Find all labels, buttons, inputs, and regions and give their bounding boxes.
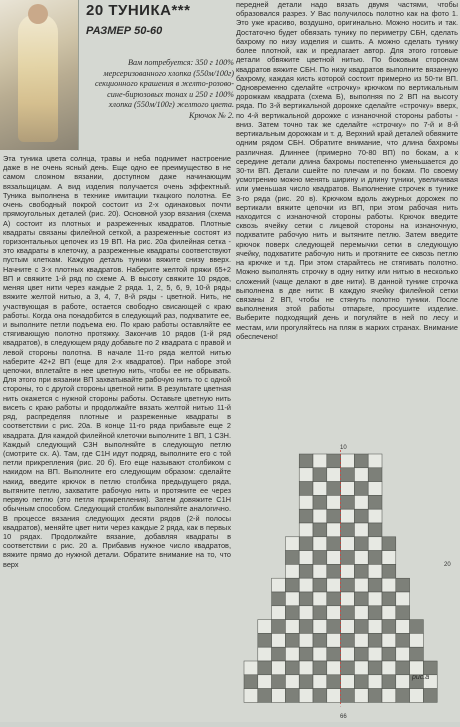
- pattern-square: [285, 564, 299, 578]
- pattern-square: [368, 482, 382, 496]
- pattern-square: [313, 647, 327, 661]
- pattern-square: [368, 578, 382, 592]
- pattern-square: [313, 495, 327, 509]
- pattern-square: [299, 509, 313, 523]
- pattern-square: [382, 592, 396, 606]
- pattern-square: [327, 592, 341, 606]
- pattern-square: [327, 578, 341, 592]
- pattern-square: [285, 620, 299, 634]
- pattern-square: [327, 551, 341, 565]
- diagram-bottom-number: 66: [340, 714, 347, 720]
- pattern-square: [327, 482, 341, 496]
- pattern-square: [272, 661, 286, 675]
- model-figure: [18, 14, 58, 142]
- pattern-square: [341, 468, 355, 482]
- materials-text: Вам потребуется: 350 г 100% мерсеризованного хлопка (550м/100г) секционного крашения в желто-розово-сине-бирюзовых тонах и 250 г 100% хлопка (550м/100г) желтого цвета. Крючок № 2.: [94, 58, 234, 120]
- pattern-square: [299, 620, 313, 634]
- pattern-square: [382, 675, 396, 689]
- pattern-square: [258, 661, 272, 675]
- pattern-square: [299, 495, 313, 509]
- pattern-square: [285, 661, 299, 675]
- pattern-square: [354, 537, 368, 551]
- title-block: [86, 2, 232, 37]
- pattern-square: [410, 661, 424, 675]
- size-label: РАЗМЕР 50-60: [86, 25, 163, 37]
- pattern-square: [285, 689, 299, 703]
- pattern-square: [327, 454, 341, 468]
- pattern-square: [354, 468, 368, 482]
- pattern-square: [341, 564, 355, 578]
- pattern-diagram: [236, 440, 458, 722]
- tunic-photo: [0, 0, 79, 150]
- pattern-square: [299, 675, 313, 689]
- pattern-square: [258, 620, 272, 634]
- pattern-square: [258, 633, 272, 647]
- pattern-square: [285, 551, 299, 565]
- pattern-square: [368, 689, 382, 703]
- pattern-square: [285, 647, 299, 661]
- diagram-top-number: 10: [340, 445, 347, 451]
- pattern-square: [354, 495, 368, 509]
- pattern-square: [299, 482, 313, 496]
- pattern-square: [313, 482, 327, 496]
- pattern-square: [368, 647, 382, 661]
- pattern-square: [341, 606, 355, 620]
- pattern-square: [354, 620, 368, 634]
- pattern-square: [272, 675, 286, 689]
- pattern-square: [354, 482, 368, 496]
- pattern-square: [341, 495, 355, 509]
- pattern-square: [354, 523, 368, 537]
- pattern-square: [423, 661, 437, 675]
- pattern-square: [382, 647, 396, 661]
- pattern-square: [368, 564, 382, 578]
- pattern-square: [396, 578, 410, 592]
- pattern-square: [272, 592, 286, 606]
- pattern-square: [341, 551, 355, 565]
- pattern-square: [354, 633, 368, 647]
- pattern-square: [327, 606, 341, 620]
- pattern-square: [396, 606, 410, 620]
- pattern-square: [313, 509, 327, 523]
- pattern-square: [354, 592, 368, 606]
- model-head: [28, 4, 48, 24]
- pattern-square: [354, 675, 368, 689]
- pattern-square: [382, 620, 396, 634]
- pattern-square: [299, 647, 313, 661]
- pattern-square: [299, 523, 313, 537]
- pattern-square: [327, 675, 341, 689]
- pattern-square: [285, 537, 299, 551]
- pattern-square: [341, 482, 355, 496]
- pattern-square: [313, 564, 327, 578]
- pattern-square: [313, 689, 327, 703]
- pattern-square: [341, 661, 355, 675]
- instructions-left-column: Эта туника цвета солнца, травы и неба поднимет настроение даже в не очень ясный день. Еще одно ее преимущество в не самом сложном вязании, доступном даже начинающим вязальщицам. А вид изделия получается очень эффектный. Туника выполнена в технике имитации ткацкого полотна. Ее очень свободный покрой состоит из 2-х одинаковых почти прямоугольных деталей (рис. 20). Основной узор вязания (схема А) состоит из плотных и разреженных квадратов. Плотные квадраты связаны филейной сеткой, а разреженные состоят из горизонтальных цепочек из 19 ВП. На рис. 20а филейная сетка - это квадраты в клеточку, а разреженные квадраты соответствуют пустым клеткам. Каждую деталь туники вяжите снизу вверх. Начните с 3-х плотных квадратов. Наберите желтой пряжи 65+2 ВП и свяжите 1-й ряд по схеме А. В высоту свяжите 10 рядов, меняя цвет нити через каждые 2 ряда. 1, 2, 5, 6, 9, 10-й ряды вяжите желтой нитью, а 3, 4, 7, 8-й ряды - цветной. Нить, не участвующая в работе, остается свободно свисающей с краю работы. Когда она понадобится в следующий раз, подхватите ее, и выполните петли подъема ею. По краю работы оставляйте ее стягивающую полотно протяжку. Закончив 10 рядов (1-й ряд квадратов), в следующем ряду добавьте по 2 квадрата с правой и левой стороны полотна. В начале 11-го ряда желтой нитью наберите 42+2 ВП (еще для 2-х квадратов). При наборе этой цепочки, вплетайте в нее цветную нить, чтобы ее не обрывать. Для этого при вязании ВП захватывайте рабочую нить то с одной стороны, то с другой стороны цветной нити. В результате цветная нить окажется с нужной стороны работы. Оставьте цветную нить висеть с краю работы и продолжайте вязать желтой нитью 11-й ряд, распределяя плотные и разреженные квадраты в соответствии с рис. 20а. В конце 11-го ряда прибавьте еще 2 квадрата. Для каждой филейной клеточки выполните 1 ВП, 1 С3Н. Каждый следующий С3Н выполняйте в следующую петлю (смотрите сх. А). Там, где С1Н идут подряд, выполните его с той петли прикрепления (рис. 20 б). Его еще называют столбиком с накидом на ВП. Выполните его следующим образом: сделайте накид, введите крючок в петлю столбика предыдущего ряда, вытяните петлю, захватите рабочую нить и протяните ее через первую петлю (это петля прикрепления). Затем довяжите С1Н обычным способом. Следующий столбик выполняйте аналогично. В процессе вязания следующих десяти рядов (2-й полосы квадратов), меняйте цвет нити через каждые 2 ряда, как в первых 10 рядах. Продолжайте вязание, добавляя квадраты в соответствии с рис. 20 а. Прибавив нужное число квадратов, вяжите прямо до нужной детали. Обратите внимание на то, что верх: [3, 154, 231, 569]
- pattern-square: [327, 647, 341, 661]
- pattern-square: [313, 551, 327, 565]
- pattern-square: [244, 661, 258, 675]
- pattern-square: [410, 689, 424, 703]
- pattern-square: [258, 647, 272, 661]
- pattern-square: [285, 675, 299, 689]
- pattern-square: [396, 592, 410, 606]
- pattern-square: [327, 564, 341, 578]
- pattern-square: [313, 661, 327, 675]
- pattern-square: [258, 675, 272, 689]
- pattern-square: [285, 633, 299, 647]
- pattern-square: [313, 633, 327, 647]
- pattern-square: [299, 633, 313, 647]
- pattern-square: [341, 633, 355, 647]
- pattern-square: [299, 564, 313, 578]
- pattern-square: [341, 523, 355, 537]
- pattern-square: [396, 661, 410, 675]
- pattern-square: [313, 606, 327, 620]
- pattern-square: [299, 606, 313, 620]
- pattern-square: [299, 468, 313, 482]
- pattern-square: [382, 689, 396, 703]
- pattern-square: [354, 454, 368, 468]
- pattern-square: [272, 606, 286, 620]
- pattern-square: [272, 647, 286, 661]
- pattern-square: [410, 633, 424, 647]
- pattern-square: [272, 689, 286, 703]
- page-title: 20 ТУНИКА***: [86, 2, 191, 19]
- pattern-square: [327, 509, 341, 523]
- pattern-square: [382, 606, 396, 620]
- pattern-square: [299, 537, 313, 551]
- pattern-square: [327, 620, 341, 634]
- pattern-square: [368, 454, 382, 468]
- pattern-square: [354, 606, 368, 620]
- instructions-right-column: передней детали надо вязать двумя частями, чтобы образовался разрез. У Вас получилось полотно как на фото 1. Это уже красиво, воздушно, оригинально. Можно носить и так. Достаточно будет обвязать тунику по периметру СБН, сделать бахрому по низу изделия и сшить. А можно сделать тунику более плотной, как и предлагает автор. Для этого готовые детали обвяжите цветной нитью. По боковым сторонам квадратов вяжите СБН. По низу квадратов выполните вязанную бахрому, каждая кисть которой состоит примерно из 50-ти ВП. Одновременно сделайте «строчку» крючком по вертикальным дорожкам квадрата (схема Б), выполняя по 2 ВП на высоту ряда. По 3-й вертикальной дорожке сделайте «строчку» вверх, по 4-й вертикальной дорожке с изнаночной стороны работы - вниз. Затем точно так же сделайте «строчку» по 7-й и 8-й вертикальным дорожкам и т. д. Верхний край деталей обвяжите одним рядом СБН. Обратите внимание, что длина бахромы различная. Длиннее (примерно 70-80 ВП) по бокам, а к середине детали длина бахромы постепенно уменьшается до 30-ти ВП. Детали сшейте по плечам и по бокам. По своему усмотрению можно менять ширину и длину туники, увеличивая или уменьшая число квадратов. Выполнение строчек в тунике 3-го ряда (рис. 20 в). Крючком вдоль ажурных дорожек по вертикали вяжите цепочки из ВП, при этом рабочая нить находится с изнаночной стороны работы. Крючок введите сквозь ячейку сетки с лицевой стороны на изнаночную, подхватите рабочую нить и вытяните петлю. Затем введите крючок поверх следующей перемычки сетки в следующую ячейку, подхватите рабочую нить и протяните ее сквозь петлю на крючке и т.д. При этом старайтесь не стягивать полотно. Можно выполнять строчку в одну нитку или нитью в несколько сложений (чаще делают в две нити). В данной тунике строчка выполнена в две нити: В каждую ячейку филейной сетки связаны 2 ВП, чтобы не стянуть полотно туники. После выполнения этой работы отпарьте, просушите изделие. Выберите подходящий день и погуляйте в ней по лесу и местам, или прогуляйтесь на пляж в жарких странах. Внимание обеспечено!: [236, 0, 458, 341]
- pattern-square: [396, 675, 410, 689]
- pattern-square: [272, 633, 286, 647]
- pattern-square: [382, 578, 396, 592]
- pattern-square: [313, 675, 327, 689]
- pattern-square: [327, 537, 341, 551]
- pattern-square: [313, 468, 327, 482]
- pattern-square: [382, 661, 396, 675]
- pattern-square: [368, 495, 382, 509]
- pattern-square: [327, 495, 341, 509]
- pattern-square: [382, 633, 396, 647]
- pattern-square: [313, 537, 327, 551]
- pattern-square: [313, 592, 327, 606]
- pattern-square: [341, 537, 355, 551]
- pattern-square: [341, 454, 355, 468]
- pattern-square: [382, 564, 396, 578]
- pattern-square: [410, 647, 424, 661]
- pattern-square: [299, 689, 313, 703]
- pattern-square: [354, 551, 368, 565]
- pattern-square: [299, 661, 313, 675]
- pattern-square: [272, 578, 286, 592]
- pattern-square: [368, 592, 382, 606]
- diagram-side-number: 20: [444, 562, 451, 568]
- pattern-square: [423, 689, 437, 703]
- pattern-square: [341, 647, 355, 661]
- pattern-square: [341, 578, 355, 592]
- pattern-square: [299, 454, 313, 468]
- pattern-square: [313, 454, 327, 468]
- pattern-square: [396, 647, 410, 661]
- pattern-square: [368, 633, 382, 647]
- pattern-square: [313, 578, 327, 592]
- pattern-square: [410, 620, 424, 634]
- pattern-square: [244, 689, 258, 703]
- pattern-square: [396, 620, 410, 634]
- pattern-square: [368, 606, 382, 620]
- pattern-square: [327, 689, 341, 703]
- pattern-square: [354, 564, 368, 578]
- pattern-square: [354, 661, 368, 675]
- pattern-square: [341, 509, 355, 523]
- pattern-square: [299, 551, 313, 565]
- pattern-square: [313, 620, 327, 634]
- pattern-square: [327, 468, 341, 482]
- pattern-square: [285, 592, 299, 606]
- pattern-square: [327, 661, 341, 675]
- pattern-square: [313, 523, 327, 537]
- pattern-square: [341, 689, 355, 703]
- pattern-square: [368, 620, 382, 634]
- pattern-square: [368, 661, 382, 675]
- pattern-square: [244, 675, 258, 689]
- pattern-square: [285, 578, 299, 592]
- pattern-square: [354, 509, 368, 523]
- pattern-square: [354, 578, 368, 592]
- pattern-square: [382, 537, 396, 551]
- diagram-caption: рис.а: [412, 674, 430, 681]
- pattern-grid: [244, 450, 437, 706]
- pattern-square: [368, 537, 382, 551]
- pattern-square: [285, 606, 299, 620]
- pattern-square: [368, 509, 382, 523]
- pattern-square: [368, 523, 382, 537]
- pattern-square: [354, 647, 368, 661]
- pattern-square: [341, 592, 355, 606]
- pattern-square: [299, 592, 313, 606]
- pattern-square: [368, 675, 382, 689]
- pattern-square: [327, 523, 341, 537]
- pattern-square: [368, 551, 382, 565]
- pattern-square: [327, 633, 341, 647]
- pattern-square: [341, 675, 355, 689]
- pattern-square: [396, 633, 410, 647]
- pattern-square: [272, 620, 286, 634]
- pattern-square: [354, 689, 368, 703]
- pattern-square: [382, 551, 396, 565]
- pattern-square: [368, 468, 382, 482]
- pattern-square: [396, 689, 410, 703]
- pattern-square: [341, 620, 355, 634]
- pattern-square: [258, 689, 272, 703]
- pattern-square: [299, 578, 313, 592]
